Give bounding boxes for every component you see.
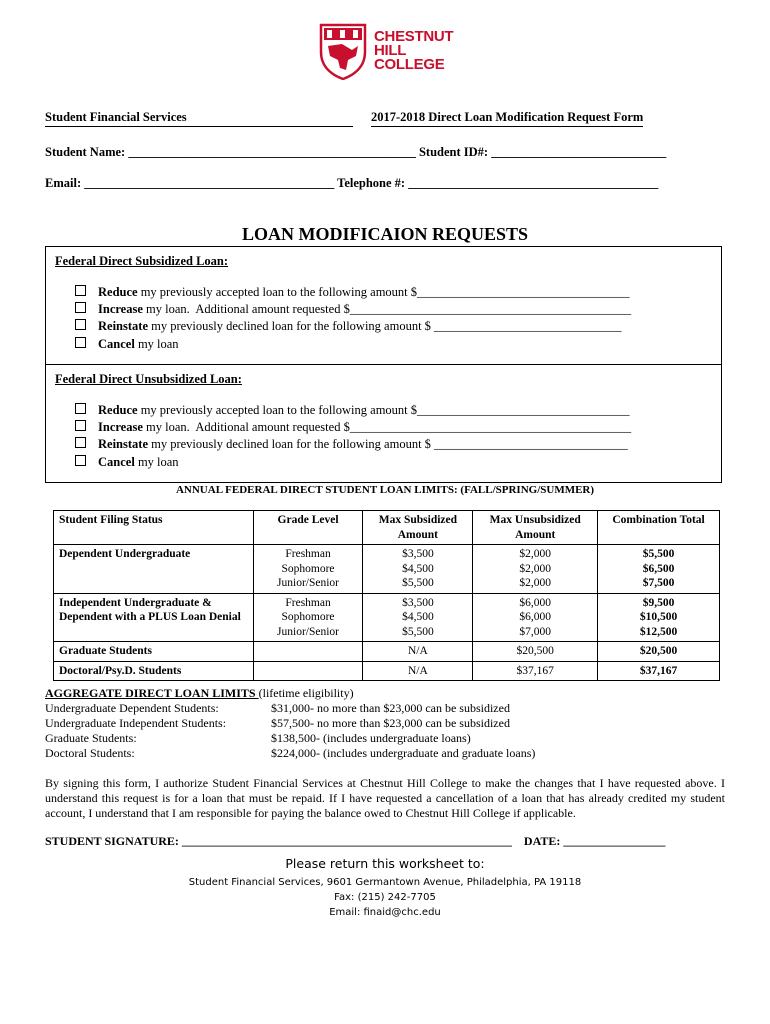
return-email: Email: finaid@chc.edu [329,907,441,918]
unsubsidized-increase-option[interactable]: Increase my loan. Additional amount requested $_____________________________________________ [75,420,631,435]
aggregate-note: (lifetime eligibility) [258,686,354,700]
unsubsidized-section [45,364,722,483]
table-row [54,593,720,642]
limits-title: ANNUAL FEDERAL DIRECT STUDENT LOAN LIMITS: (FALL/SPRING/SUMMER) [175,484,595,496]
unsubsidized-cell: $6,000 [519,611,552,623]
column-header: Max Subsidized Amount [363,511,473,545]
list-item: Doctoral Students: $224,000- (includes undergraduate and graduate loans) [45,746,536,760]
checkbox[interactable] [75,285,86,296]
grade-cell: Freshman [285,596,331,609]
subsidized-cell: $3,500 [402,596,434,609]
status-cell: Graduate Students [54,642,254,662]
unsubsidized-cell: $20,500 [473,642,598,662]
list-item: Graduate Students: $138,500- (includes undergraduate loans) [45,731,471,745]
return-heading: Please return this worksheet to: [285,856,485,871]
logo-line: COLLEGE [374,56,445,73]
unsubsidized-cell: $37,167 [473,661,598,681]
list-item: Undergraduate Independent Students: $57,500- no more than $23,000 can be subsidized [45,716,510,730]
subsidized-cell: $4,500 [402,562,434,575]
department-heading: Student Financial Services [45,110,353,127]
grade-cell: Junior/Senior [277,577,340,589]
form-title: 2017-2018 Direct Loan Modification Request Form [371,110,643,127]
signature-row [45,834,665,849]
unsubsidized-cancel-option[interactable]: Cancel my loan [75,455,179,470]
checkbox[interactable] [75,437,86,448]
status-cell: Independent Undergraduate & Dependent with a PLUS Loan Denial [54,593,254,642]
unsubsidized-cell: $2,000 [519,548,552,560]
college-logo [318,22,453,84]
subsidized-cancel-option[interactable]: Cancel my loan [75,337,179,352]
grade-cell: Sophomore [281,562,335,575]
total-cell: $7,500 [642,577,675,589]
subsidized-cell: $5,500 [402,625,434,638]
grade-cell [253,661,363,681]
date-field[interactable]: DATE: _________________ [523,834,666,848]
unsubsidized-cell: $6,000 [519,596,552,609]
total-cell: $9,500 [642,596,675,609]
column-header: Max Unsubsidized Amount [473,511,598,545]
aggregate-title: AGGREGATE DIRECT LOAN LIMITS [45,686,259,700]
subsidized-cell: $5,500 [402,577,434,589]
email-phone-row [45,176,658,191]
status-cell: Doctoral/Psy.D. Students [54,661,254,681]
grade-cell: Sophomore [281,611,335,623]
email-field[interactable]: Email: ________________________________________ [45,176,335,190]
unsubsidized-cell: $7,000 [519,625,552,638]
subsidized-cell: $4,500 [402,611,434,623]
table-header-row [54,511,720,545]
checkbox[interactable] [75,403,86,414]
student-name-field[interactable]: Student Name: ______________________________________________ [45,145,416,159]
telephone-field[interactable]: Telephone #: ________________________________________ [337,176,659,190]
grade-cell: Freshman [285,548,331,560]
loan-limits-table [53,510,720,681]
total-cell: $10,500 [639,611,678,623]
subsidized-heading: Federal Direct Subsidized Loan: [55,254,229,268]
unsubsidized-cell: $2,000 [519,577,552,589]
subsidized-increase-option[interactable]: Increase my loan. Additional amount requested $_____________________________________________ [75,302,631,317]
checkbox[interactable] [75,420,86,431]
total-cell: $37,167 [598,661,720,681]
checkbox[interactable] [75,455,86,466]
checkbox[interactable] [75,302,86,313]
subsidized-cell: N/A [363,642,473,662]
list-item: Undergraduate Dependent Students: $31,000- no more than $23,000 can be subsidized [45,701,510,715]
table-row [54,661,720,681]
total-cell: $12,500 [639,625,678,638]
total-cell: $6,500 [642,562,675,575]
checkbox[interactable] [75,319,86,330]
grade-cell [253,642,363,662]
subsidized-cell: N/A [363,661,473,681]
return-fax: Fax: (215) 242-7705 [334,892,436,903]
column-header: Student Filing Status [54,511,254,545]
unsubsidized-cell: $2,000 [519,562,552,575]
grade-cell: Junior/Senior [277,625,340,638]
subsidized-reinstate-option[interactable]: Reinstate my previously declined loan for the following amount $ ______________________________ [75,319,622,334]
subsidized-cell: $3,500 [402,548,434,560]
aggregate-limits [45,686,535,761]
checkbox[interactable] [75,337,86,348]
page-title: LOAN MODIFICAION REQUESTS [241,224,529,244]
total-cell: $20,500 [598,642,720,662]
status-cell: Dependent Undergraduate [54,545,254,594]
signature-field[interactable]: STUDENT SIGNATURE: _______________________________________________________ [45,834,512,848]
name-id-row [45,145,666,160]
logo-line: CHESTNUT [374,28,454,45]
column-header: Grade Level [253,511,363,545]
unsubsidized-heading: Federal Direct Unsubsidized Loan: [55,372,242,386]
column-header: Combination Total [598,511,720,545]
college-shield-icon [318,22,368,80]
subsidized-section [45,246,722,365]
subsidized-reduce-option[interactable]: Reduce my previously accepted loan to the following amount $__________________________________ [75,285,630,300]
unsubsidized-reduce-option[interactable]: Reduce my previously accepted loan to the following amount $__________________________________ [75,403,630,418]
student-id-field[interactable]: Student ID#: ____________________________ [418,145,667,159]
return-address: Student Financial Services, 9601 Germantown Avenue, Philadelphia, PA 19118 [188,877,582,888]
authorization-text: By signing this form, I authorize Student Financial Services at Chestnut Hill College to make the changes that I have requested above. I understand this request is for a loan that must be repaid. If I have requested a cancellation of a loan that has already credited my student account, I understand that I am responsible for paying the balance owed to Chestnut Hill College if applicable. [45,776,725,820]
total-cell: $5,500 [642,548,675,560]
table-row [54,642,720,662]
table-row [54,545,720,594]
unsubsidized-reinstate-option[interactable]: Reinstate my previously declined loan for the following amount $ _______________________________ [75,437,628,452]
logo-line: HILL [374,42,407,59]
